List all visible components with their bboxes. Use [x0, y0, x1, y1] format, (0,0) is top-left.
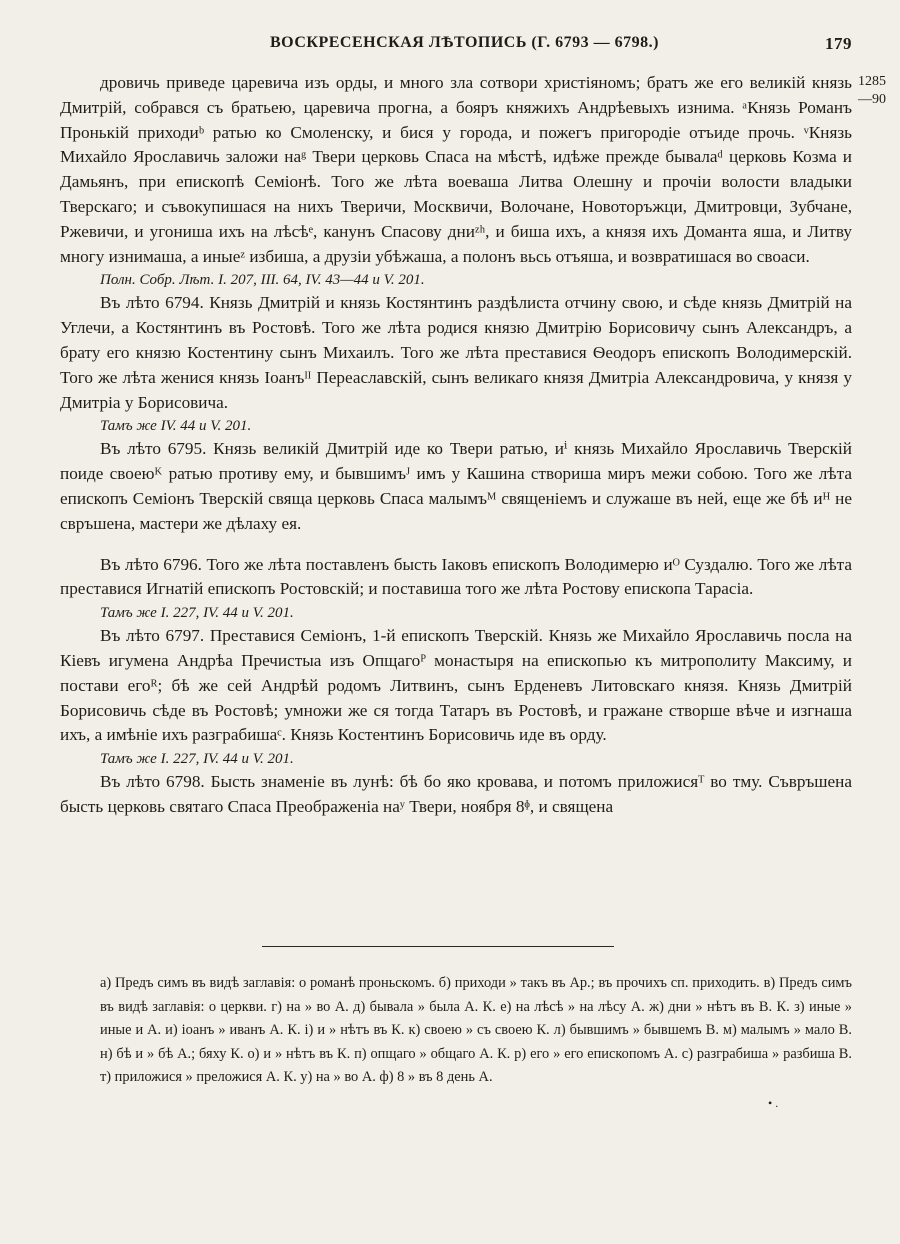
- running-header: [100, 34, 852, 58]
- footnotes: [100, 972, 852, 1090]
- source-citation: Тамъ же IV. 44 и V. 201.: [100, 418, 252, 435]
- page-mark: • .: [768, 1096, 779, 1110]
- page-number: 179: [825, 34, 852, 53]
- paragraph-6798: Въ лѣто 6798. Бысть знаменіе въ лунѣ: бѣ бо яко кровава, и потомъ приложисяᵀ во тму. Съвръшена бысть церковь святаго Спаса Преображеніа наʸ Твери, ноября 8ᶲ, и священа: [60, 772, 852, 816]
- paragraph-6797: Въ лѣто 6797. Преставися Семіонъ, 1-й епископъ Тверскій. Князь же Михайло Ярославичь посла на Кіевъ игумена Андрѣа Пречистыа изъ Опщагоᴾ монастыря на епископью къ митрополиту Максиму, и постави егоᴿ; бѣ же сей Андрѣй родомъ Литвинъ, сынъ Ерденевъ Литовскаго князя. Князь Дмитрій Борисовичь сѣде въ Ростовѣ; умножи же ся тогда Татаръ въ Ростовѣ, и гражане створше вѣче и изгнаша ихъ, а имѣніе ихъ разграбишаᶜ. Князь Костентинъ Борисовичь иде въ орду.: [60, 626, 852, 745]
- margin-year-range-start: 1285: [858, 74, 886, 89]
- margin-year-range-end: —90: [858, 92, 886, 107]
- source-citation: Тамъ же I. 227, IV. 44 и V. 201.: [100, 605, 294, 622]
- footnote-text: а) Предъ симъ въ видѣ заглавія: о романѣ проньскомъ. б) приходи » такъ въ Ар.; въ прочихъ сп. приходить. в) Предъ симъ въ видѣ заглавія: о церкви. г) на » во А. д) бывала » была А. К. е) на лѣсѣ » на лѣсу А. ж) дни » нѣтъ въ В. К. з) иные » иные и А. и) іоанъ » иванъ А. К. і) и » нѣтъ въ К. к) своею » съ своею К. л) бывшимъ » бывшемъ В. м) малымъ » мало В. н) бѣ и » бѣ А.; бяху К. о) и » нѣтъ въ К. п) опщаго » общаго А. К. р) его » его епископомъ А. с) разграбиша » разбиша В. т) приложися » преложися А. К. у) на » во А. ф) 8 » въ 8 день А.: [100, 975, 852, 1085]
- source-citation: Тамъ же I. 227, IV. 44 и V. 201.: [100, 751, 294, 768]
- running-title: ВОСКРЕСЕНСКАЯ ЛѢТОПИСЬ (Г. 6793 — 6798.): [270, 34, 659, 51]
- source-citation: Полн. Собр. Лѣт. I. 207, III. 64, IV. 43—44 и V. 201.: [100, 272, 425, 289]
- main-text: [60, 71, 852, 820]
- paragraph-6793-cont: дровичь приведе царевича изъ орды, и много зла сотвори христіяномъ; братъ же его великій князь Дмитрій, собрався съ братьею, царевича прогна, а бояръ княжихъ Андрѣевыхъ изнима. ᵃКнязь Романъ Пронькій приходиᵇ ратью ко Смоленску, и бися у города, и пожегъ пригородіе отъиде прочь. ᵛКнязь Михайло Ярославичь заложи наᵍ Твери церковь Спаса на мѣстѣ, идѣже прежде бывалаᵈ церковь Козма и Дамьянъ, при епископѣ Семіонѣ. Того же лѣта воеваша Литва Олешну и прочіи волости владыки Тверскаго; и съвокупишася на нихъ Тверичи, Москвичи, Волочане, Новоторъжци, Дмитровци, Зубчане, Ржевичи, и угониша ихъ на лѣсѣᵉ, канунъ Спасову дниᶻʰ, и биша ихъ, а князя ихъ Доманта яша, и Литву многу изнимаша, а иныеᶻ избиша, а друзіи убѣжаша, а полонъ вьсь отъяша, и возвратишася во своаси.: [60, 73, 852, 266]
- footnote-rule: [262, 946, 614, 947]
- paragraph-6795: Въ лѣто 6795. Князь великій Дмитрій иде ко Твери ратью, иⁱ князь Михайло Ярославичь Тверскій поиде своеюᴷ ратью противу ему, и бывшимъᴶ имъ у Кашина створиша миръ межи собою. Того же лѣта епископъ Семіонъ Тверскій свяща церковь Спаса малымъᴹ священіемъ и служаше въ ней, еще же бѣ иᴴ не свръшена, мастери же дѣлаху ея.: [60, 439, 852, 533]
- paragraph-6794: Въ лѣто 6794. Князь Дмитрій и князь Костянтинъ раздѣлиста отчину свою, и сѣде князь Дмитрій на Углечи, а Костянтинъ въ Ростовѣ. Того же лѣта родися князю Дмитрію Борисовичу сынъ Александръ, а брату его князю Костентину сынъ Михаилъ. Того же лѣта преставися Ѳеодоръ епископъ Володимерскій. Того же лѣта женися князь Іоанъᴵᴵ Переаславскій, сынъ великаго князя Дмитріа Александровича, у князя у Дмитріа у Борисовича.: [60, 293, 852, 412]
- paragraph-6796: Въ лѣто 6796. Того же лѣта поставленъ бысть Іаковъ епископъ Володимерю иᴼ Суздалю. Того же лѣта преставися Игнатій епископъ Ростовскій; и поставиша того же лѣта Ростову епископа Тарасіа.: [60, 554, 852, 599]
